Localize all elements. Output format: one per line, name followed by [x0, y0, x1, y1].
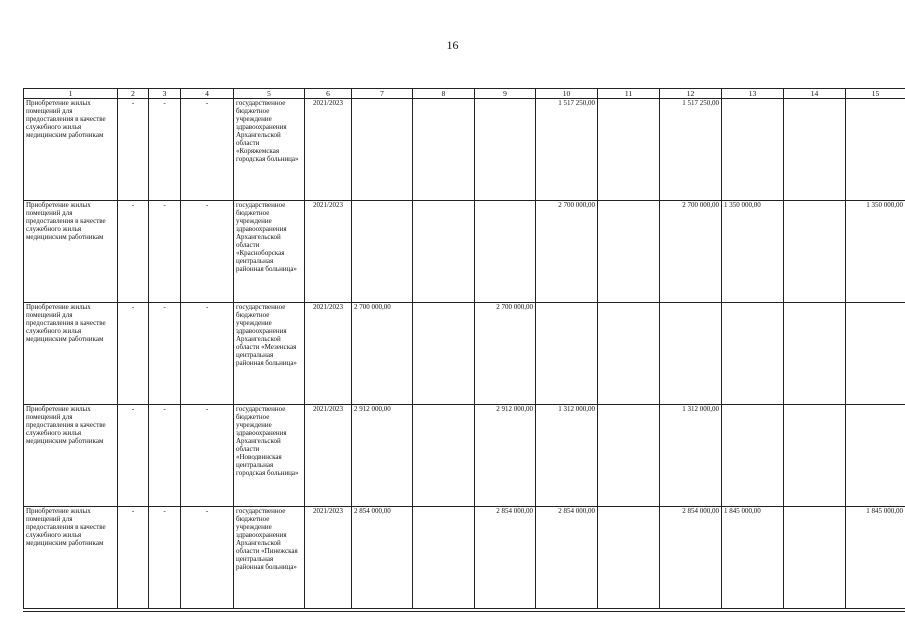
amount-cell [846, 303, 905, 405]
organization-cell: государственное бюджетное учреждение здравоохранения Архангельской области «Мезенская центральная районная больница» [234, 303, 305, 405]
table-cell: - [181, 507, 234, 609]
amount-cell [475, 99, 536, 201]
amount-cell [722, 405, 784, 507]
period-cell: 2021/2023 [305, 507, 352, 609]
table-cell: - [181, 303, 234, 405]
organization-cell: государственное бюджетное учреждение здравоохранения Архангельской области «Коряжемская городская больница» [234, 99, 305, 201]
amount-cell [413, 99, 475, 201]
amount-cell [413, 507, 475, 609]
column-header: 4 [181, 89, 234, 99]
column-header: 3 [149, 89, 181, 99]
table-cell: - [118, 201, 149, 303]
organization-cell: государственное бюджетное учреждение здравоохранения Архангельской области «Пинежская центральная районная больница» [234, 507, 305, 609]
amount-cell: 2 700 000,00 [536, 201, 598, 303]
table-cell: - [181, 405, 234, 507]
table-row [24, 405, 905, 507]
period-cell: 2021/2023 [305, 303, 352, 405]
amount-cell [598, 99, 660, 201]
column-header: 14 [784, 89, 846, 99]
measure-name-cell: Приобретение жилых помещений для предоставления в качестве служебного жилья медицинским работникам [24, 405, 118, 507]
column-header: 11 [598, 89, 660, 99]
amount-cell: 1 845 000,00 [846, 507, 905, 609]
amount-cell [413, 303, 475, 405]
table-cell: - [149, 99, 181, 201]
amount-cell [536, 303, 598, 405]
amount-cell [352, 99, 413, 201]
period-cell: 2021/2023 [305, 405, 352, 507]
column-header: 12 [660, 89, 722, 99]
amount-cell: 2 854 000,00 [352, 507, 413, 609]
table-cell: - [118, 99, 149, 201]
column-header: 9 [475, 89, 536, 99]
amount-cell: 2 700 000,00 [352, 303, 413, 405]
amount-cell [846, 405, 905, 507]
table-cell: - [149, 201, 181, 303]
amount-cell: 2 700 000,00 [475, 303, 536, 405]
period-cell: 2021/2023 [305, 201, 352, 303]
amount-cell: 1 517 250,00 [660, 99, 722, 201]
table-row [24, 303, 905, 405]
amount-cell [784, 507, 846, 609]
table-cell: - [118, 507, 149, 609]
amount-cell [784, 303, 846, 405]
column-header: 6 [305, 89, 352, 99]
amount-cell [784, 201, 846, 303]
amount-cell: 2 854 000,00 [536, 507, 598, 609]
amount-cell [598, 507, 660, 609]
column-header: 13 [722, 89, 784, 99]
table-bottom-rule [23, 611, 905, 612]
amount-cell [722, 99, 784, 201]
amount-cell [598, 405, 660, 507]
column-header: 5 [234, 89, 305, 99]
amount-cell [598, 201, 660, 303]
measure-name-cell: Приобретение жилых помещений для предоставления в качестве служебного жилья медицинским работникам [24, 303, 118, 405]
page-number: 16 [446, 38, 459, 52]
amount-cell: 2 912 000,00 [475, 405, 536, 507]
amount-cell: 1 312 000,00 [660, 405, 722, 507]
organization-cell: государственное бюджетное учреждение здравоохранения Архангельской области «Красноборская центральная районная больница» [234, 201, 305, 303]
amount-cell: 1 350 000,00 [722, 201, 784, 303]
amount-cell: 2 700 000,00 [660, 201, 722, 303]
amount-cell: 2 854 000,00 [660, 507, 722, 609]
amount-cell [352, 201, 413, 303]
table-cell: - [149, 303, 181, 405]
amount-cell: 1 517 250,00 [536, 99, 598, 201]
amount-cell [413, 405, 475, 507]
amount-cell [413, 201, 475, 303]
column-header: 2 [118, 89, 149, 99]
amount-cell [660, 303, 722, 405]
table-row [24, 201, 905, 303]
amount-cell: 2 854 000,00 [475, 507, 536, 609]
column-header: 7 [352, 89, 413, 99]
column-header: 15 [846, 89, 905, 99]
table-cell: - [149, 507, 181, 609]
table-cell: - [149, 405, 181, 507]
amount-cell [475, 201, 536, 303]
amount-cell [846, 99, 905, 201]
amount-cell [598, 303, 660, 405]
period-cell: 2021/2023 [305, 99, 352, 201]
table-row [24, 507, 905, 609]
column-header: 1 [24, 89, 118, 99]
amount-cell: 2 912 000,00 [352, 405, 413, 507]
measure-name-cell: Приобретение жилых помещений для предоставления в качестве служебного жилья медицинским работникам [24, 99, 118, 201]
amount-cell [784, 405, 846, 507]
table-cell: - [118, 405, 149, 507]
amount-cell: 1 845 000,00 [722, 507, 784, 609]
amount-cell [784, 99, 846, 201]
budget-table [23, 88, 905, 609]
header-row [24, 89, 905, 99]
table-cell: - [181, 201, 234, 303]
amount-cell: 1 350 000,00 [846, 201, 905, 303]
measure-name-cell: Приобретение жилых помещений для предоставления в качестве служебного жилья медицинским работникам [24, 507, 118, 609]
table-cell: - [181, 99, 234, 201]
table-cell: - [118, 303, 149, 405]
column-header: 10 [536, 89, 598, 99]
organization-cell: государственное бюджетное учреждение здравоохранения Архангельской области «Новодвинская центральная городская больница» [234, 405, 305, 507]
table-row [24, 99, 905, 201]
measure-name-cell: Приобретение жилых помещений для предоставления в качестве служебного жилья медицинским работникам [24, 201, 118, 303]
amount-cell: 1 312 000,00 [536, 405, 598, 507]
column-header: 8 [413, 89, 475, 99]
amount-cell [722, 303, 784, 405]
